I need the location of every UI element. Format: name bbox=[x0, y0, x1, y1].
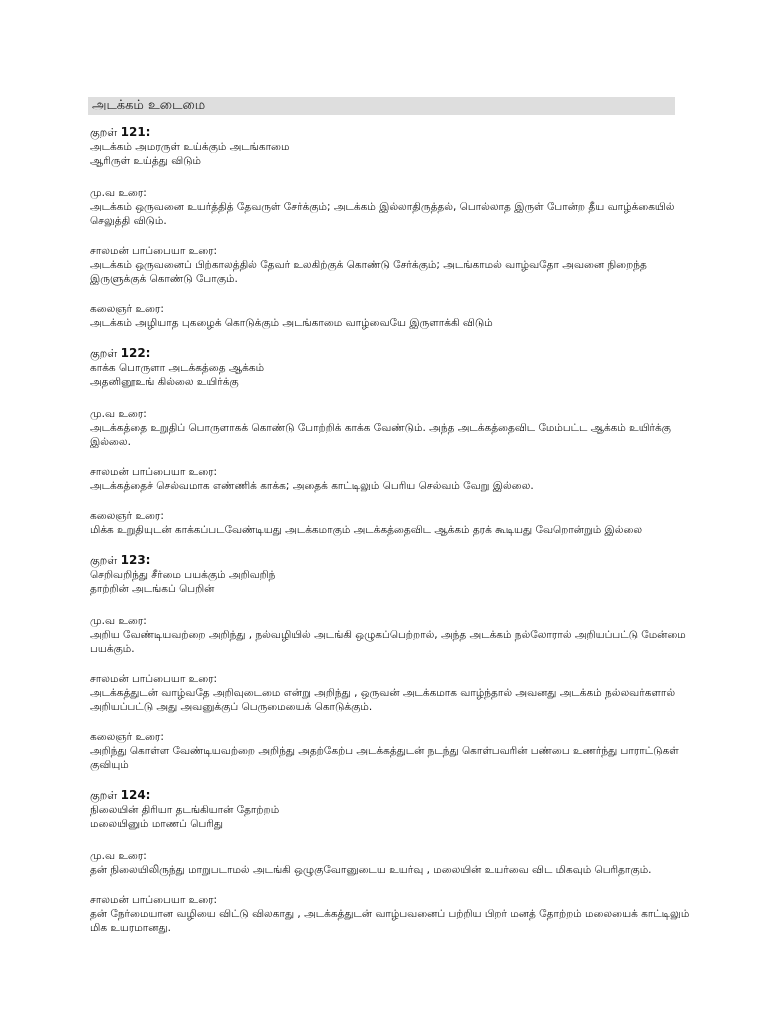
chapter-title-bar bbox=[88, 97, 675, 115]
commentary-block bbox=[90, 509, 690, 537]
commentary-block bbox=[90, 614, 690, 656]
kural-block bbox=[90, 125, 690, 168]
commentary-text: அடக்கம் ஒருவனை உயர்த்தித் தேவருள் சேர்க்கும்; அடக்கம் இல்லாதிருத்தல், பொல்லாத இருள் போன்ற தீய வாழ்க்கையில் செலுத்தி விடும். bbox=[90, 201, 675, 227]
commentary-block bbox=[90, 407, 690, 449]
kural-word: குறள் bbox=[90, 789, 118, 802]
kural-line: செறிவறிந்து சீர்மை பயக்கும் அறிவறிந் bbox=[90, 569, 276, 581]
commentary-text: தன் நிலையிலிருந்து மாறுபடாமல் அடங்கி ஒழுகுவோனுடைய உயர்வு , மலையின் உயர்வை விட மிகவும் பெரிதாகும். bbox=[90, 864, 652, 876]
kural-line: அடக்கம் அமரருள் உய்க்கும் அடங்காமை bbox=[90, 141, 290, 153]
commentary-label: மு.வ உரை: bbox=[90, 187, 147, 199]
kural-line: காக்க பொருளா அடக்கத்தை ஆக்கம் bbox=[90, 362, 265, 374]
commentary-label: சாலமன் பாப்பையா உரை: bbox=[90, 894, 218, 906]
commentary-block bbox=[90, 244, 690, 286]
commentary-block bbox=[90, 465, 690, 493]
kural-number: 124: bbox=[120, 788, 151, 802]
commentary-label: கலைஞர் உரை: bbox=[90, 731, 164, 743]
kural-line: ஆரிருள் உய்த்து விடும் bbox=[90, 155, 201, 167]
kural-number: 121: bbox=[120, 125, 151, 139]
commentary-text: அடக்கத்துடன் வாழ்வதே அறிவுடைமை என்று அறிந்து , ஒருவன் அடக்கமாக வாழ்ந்தால் அவனது அடக்கம் நல்லவர்களால் அறியப்பட்டு அது அவனுக்குப் பெருமையைக் கொடுக்கும். bbox=[90, 687, 676, 713]
kural-number: 123: bbox=[120, 553, 151, 567]
commentary-block bbox=[90, 186, 690, 228]
commentary-text: அடக்கத்தைச் செல்வமாக எண்ணிக் காக்க; அதைக் காட்டிலும் பெரிய செல்வம் வேறு இல்லை. bbox=[90, 480, 534, 492]
kural-line: மலையினும் மாணப் பெரிது bbox=[90, 818, 223, 830]
kural-block bbox=[90, 553, 690, 596]
commentary-block bbox=[90, 302, 690, 330]
kural-heading bbox=[90, 788, 690, 803]
kural-word: குறள் bbox=[90, 347, 118, 360]
kural-number: 122: bbox=[120, 346, 151, 360]
kural-block bbox=[90, 346, 690, 389]
commentary-text: தன் நேர்மையான வழியை விட்டு விலகாது , அடக்கத்துடன் வாழ்பவனைப் பற்றிய பிறர் மனத் தோற்றம் மலையைக் காட்டிலும் மிக உயரமானது. bbox=[90, 908, 690, 934]
kural-word: குறள் bbox=[90, 554, 118, 567]
commentary-text: அடக்கம் அழியாத புகழைக் கொடுக்கும் அடங்காமை வாழ்வையே இருளாக்கி விடும் bbox=[90, 317, 493, 329]
commentary-block bbox=[90, 672, 690, 714]
commentary-label: சாலமன் பாப்பையா உரை: bbox=[90, 466, 218, 478]
commentary-block bbox=[90, 730, 690, 772]
commentary-label: கலைஞர் உரை: bbox=[90, 510, 164, 522]
commentary-label: மு.வ உரை: bbox=[90, 850, 147, 862]
commentary-label: கலைஞர் உரை: bbox=[90, 303, 164, 315]
kural-heading bbox=[90, 553, 690, 568]
kural-word: குறள் bbox=[90, 126, 118, 139]
kural-heading bbox=[90, 125, 690, 140]
commentary-label: சாலமன் பாப்பையா உரை: bbox=[90, 673, 218, 685]
commentary-text: அடக்கத்தை உறுதிப் பொருளாகக் கொண்டு போற்றிக் காக்க வேண்டும். அந்த அடக்கத்தைவிட மேம்பட்ட ஆக்கம் உயிர்க்கு இல்லை. bbox=[90, 422, 671, 448]
commentary-block bbox=[90, 893, 690, 935]
kural-list bbox=[90, 125, 690, 951]
kural-line: தாற்றின் அடங்கப் பெறின் bbox=[90, 583, 215, 595]
kural-block bbox=[90, 788, 690, 831]
kural-line: அதனினூஉங் கில்லை உயிர்க்கு bbox=[90, 376, 239, 388]
kural-line: நிலையின் திரியா தடங்கியான் தோற்றம் bbox=[90, 804, 280, 816]
commentary-text: மிக்க உறுதியுடன் காக்கப்படவேண்டியது அடக்கமாகும் அடக்கத்தைவிட ஆக்கம் தரக் கூடியது வேறொன்றும் இல்லை bbox=[90, 524, 643, 536]
commentary-label: மு.வ உரை: bbox=[90, 615, 147, 627]
commentary-text: அறிந்து கொள்ள வேண்டியவற்றை அறிந்து அதற்கேற்ப அடக்கத்துடன் நடந்து கொள்பவரின் பண்பை உணர்ந்து பாராட்டுகள் குவியும் bbox=[90, 745, 679, 771]
commentary-text: அடக்கம் ஒருவனைப் பிற்காலத்தில் தேவர் உலகிற்குக் கொண்டு சேர்க்கும்; அடங்காமல் வாழ்வதோ அவனை நிறைந்த இருளுக்குக் கொண்டு போகும். bbox=[90, 259, 647, 285]
commentary-block bbox=[90, 849, 690, 877]
chapter-title: அடக்கம் உடைமை bbox=[92, 98, 206, 113]
commentary-label: சாலமன் பாப்பையா உரை: bbox=[90, 245, 218, 257]
commentary-text: அறிய வேண்டியவற்றை அறிந்து , நல்வழியில் அடங்கி ஒழுகப்பெற்றால், அந்த அடக்கம் நல்லோரால் அறியப்பட்டு மேன்மை பயக்கும். bbox=[90, 629, 686, 655]
commentary-label: மு.வ உரை: bbox=[90, 408, 147, 420]
kural-heading bbox=[90, 346, 690, 361]
